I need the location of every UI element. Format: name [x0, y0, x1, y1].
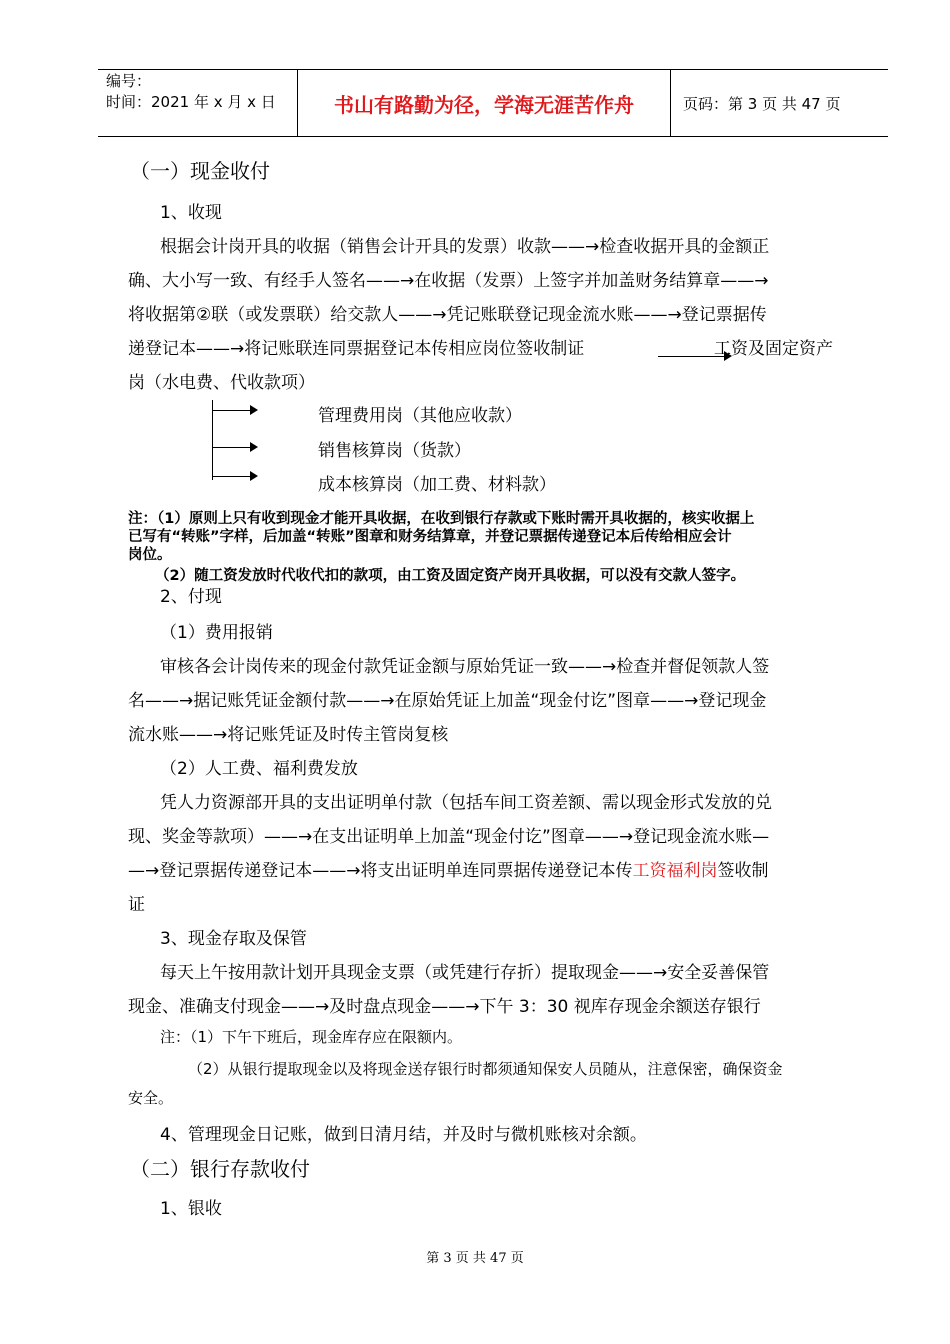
note-line: （2）从银行提取现金以及将现金送存银行时都须通知保安人员随从，注意保密，确保资金	[188, 1060, 783, 1078]
note-line: 注：（1）下午下班后，现金库存应在限额内。	[160, 1028, 463, 1046]
paragraph-line: 名——→据记账凭证金额付款——→在原始凭证上加盖“现金付讫”图章——→登记现金	[128, 691, 767, 711]
paragraph-line: 凭人力资源部开具的支出证明单付款（包括车间工资差额、需以现金形式发放的兑	[160, 793, 772, 813]
branch-label: 销售核算岗（货款）	[318, 441, 471, 461]
paragraph-line: 岗（水电费、代收款项）	[128, 373, 315, 393]
header-motto: 书山有路勤为径，学海无涯苦作舟	[298, 70, 671, 136]
branch-label: 管理费用岗（其他应收款）	[318, 406, 522, 426]
item-title-labor: （2）人工费、福利费发放	[160, 759, 358, 779]
subsection-title-pay: 2、付现	[160, 587, 222, 607]
header-page-label: 页码：第 3 页 共 47 页	[683, 94, 841, 113]
paragraph-line: 证	[128, 895, 145, 915]
branch-connector	[212, 400, 213, 480]
page-header	[98, 69, 888, 137]
text-span: 签收制	[717, 861, 769, 881]
paragraph-line: 现、奖金等款项）——→在支出证明单上加盖“现金付讫”图章——→登记现金流水账—	[128, 827, 770, 847]
note-line: 已写有“转账”字样，后加盖“转账”图章和财务结算章，并登记票据传递登记本后传给相应会计	[128, 529, 732, 545]
paragraph-line: 递登记本——→将记账联连同票据登记本传相应岗位签收制证	[128, 339, 585, 359]
subsection-title-receive: 1、收现	[160, 203, 222, 223]
branch-arrow	[212, 476, 256, 477]
note-line: （2）随工资发放时代收代扣的款项，由工资及固定资产岗开具收据，可以没有交款人签字。	[155, 568, 746, 584]
note-line: 安全。	[128, 1089, 174, 1107]
paragraph-line: 流水账——→将记账凭证及时传主管岗复核	[128, 725, 449, 745]
page-footer: 第 3 页 共 47 页	[426, 1251, 524, 1266]
subsection-title-ledger: 4、管理现金日记账，做到日清月结，并及时与微机账核对余额。	[160, 1125, 647, 1145]
branch-label: 成本核算岗（加工费、材料款）	[318, 475, 556, 495]
paragraph-line: 根据会计岗开具的收据（销售会计开具的发票）收款——→检查收据开具的金额正	[160, 237, 770, 257]
paragraph-line: 工资及固定资产	[714, 339, 833, 359]
paragraph-line: 现金、准确支付现金——→及时盘点现金——→下午 3：30 视库存现金余额送存银行	[128, 997, 761, 1017]
header-meta	[98, 70, 298, 136]
branch-arrow	[212, 447, 256, 448]
doc-time-label: 时间：2021 年 x 月 x 日	[106, 93, 276, 111]
branch-arrow	[212, 410, 256, 411]
highlight-text: 工资福利岗	[632, 861, 718, 881]
paragraph-line: 将收据第②联（或发票联）给交款人——→凭记账联登记现金流水账——→登记票据传	[128, 305, 767, 325]
paragraph-line: 审核各会计岗传来的现金付款凭证金额与原始凭证一致——→检查并督促领款人签	[160, 657, 770, 677]
paragraph-line: 每天上午按用款计划开具现金支票（或凭建行存折）提取现金——→安全妥善保管	[160, 963, 770, 983]
doc-number-label: 编号：	[106, 72, 152, 90]
item-title-expense: （1）费用报销	[160, 623, 273, 643]
paragraph-line	[128, 856, 858, 881]
subsection-title-storage: 3、现金存取及保管	[160, 929, 307, 949]
section-title-bank: （二）银行存款收付	[130, 1157, 310, 1181]
note-line: 注：（1）原则上只有收到现金才能开具收据，在收到银行存款或下账时需开具收据的，核实收据上	[128, 511, 755, 527]
text-span: —→登记票据传递登记本——→将支出证明单连同票据传递登记本传	[128, 861, 633, 881]
section-title-cash: （一）现金收付	[130, 159, 270, 183]
paragraph-line: 确、大小写一致、有经手人签名——→在收据（发票）上签字并加盖财务结算章——→	[128, 271, 769, 291]
note-line: 岗位。	[128, 547, 172, 563]
subsection-title-bank-receive: 1、银收	[160, 1199, 222, 1219]
